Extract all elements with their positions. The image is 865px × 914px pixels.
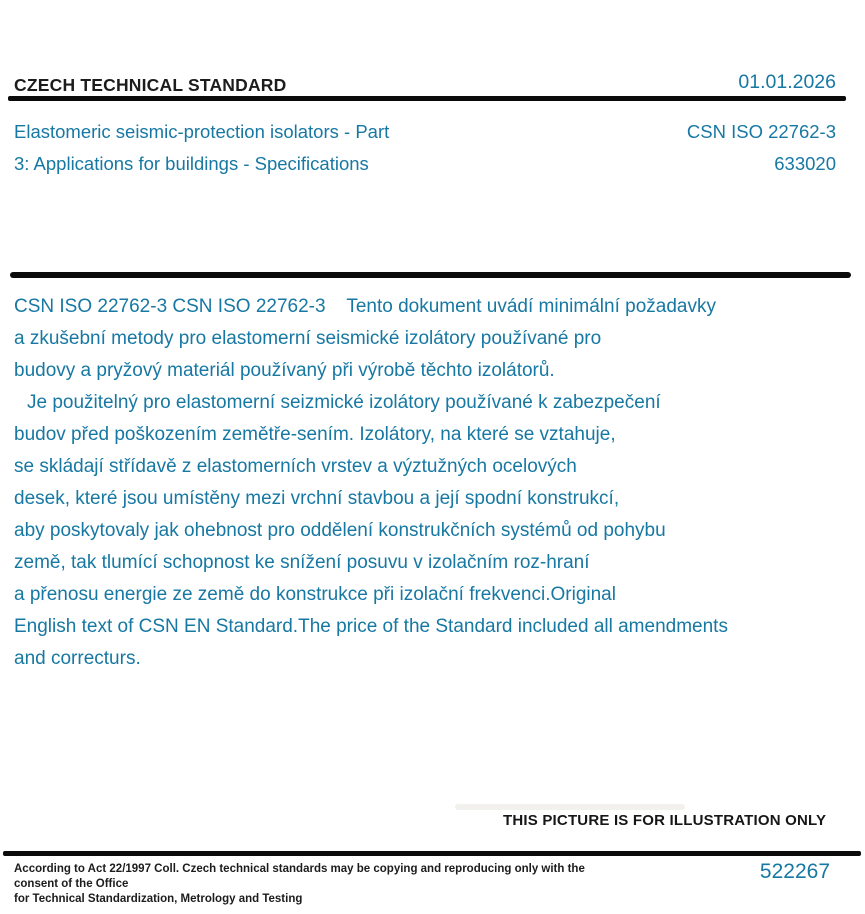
abstract-line: se skládají střídavě z elastomerních vrstev a výztužných ocelových (14, 456, 577, 477)
standard-title-line1: Elastomeric seismic-protection isolators - Part (14, 121, 390, 142)
standard-code: CSN ISO 22762-3 (686, 121, 836, 142)
abstract-line: a zkušební metody pro elastomerní seismické izolátory používané pro (14, 328, 602, 349)
abstract-line: desek, které jsou umístěny mezi vrchní stavbou a její spodní konstrukcí, (14, 488, 620, 509)
legal-notice-line2: for Technical Standardization, Metrology and Testing (14, 893, 303, 905)
illustration-disclaimer: THIS PICTURE IS FOR ILLUSTRATION ONLY (503, 812, 827, 829)
footer-rule (3, 851, 861, 856)
abstract-line: and correcturs. (14, 648, 141, 669)
abstract-line: země, tak tlumící schopnost ke snížení posuvu v izolačním roz-hraní (14, 552, 590, 573)
legal-notice (14, 862, 614, 907)
standard-title-line2: 3: Applications for buildings - Specifications (14, 153, 369, 174)
abstract-line: a přenosu energie ze země do konstrukce při izolační frekvenci.Original (14, 584, 616, 605)
abstract-line: aby poskytovaly jak ohebnost pro oddělení konstrukčních systémů od pohybu (14, 520, 666, 541)
watermark-smudge (455, 804, 685, 810)
header-rule (8, 96, 846, 101)
abstract-line: budov před poškozením zemětře-sením. Izolátory, na které se vztahuje, (14, 424, 616, 445)
abstract-line: English text of CSN EN Standard.The price of the Standard included all amendments (14, 616, 728, 637)
main-divider-rule (10, 272, 851, 278)
standard-type-label: CZECH TECHNICAL STANDARD (14, 75, 287, 95)
abstract-line: budovy a pryžový materiál používaný při výrobě těchto izolátorů. (14, 360, 555, 381)
order-number: 522267 (759, 860, 830, 883)
legal-notice-line1: According to Act 22/1997 Coll. Czech technical standards may be copying and reproducing only with the consent of the Office (14, 863, 585, 890)
class-number: 633020 (774, 153, 836, 174)
effective-date: 01.01.2026 (738, 71, 836, 93)
abstract-line: CSN ISO 22762-3 CSN ISO 22762-3 Tento dokument uvádí minimální požadavky (14, 296, 716, 317)
abstract-text (14, 291, 728, 675)
standard-title (14, 116, 389, 180)
standard-codes (687, 116, 836, 180)
abstract-line: Je použitelný pro elastomerní seizmické izolátory používané k zabezpečení (27, 392, 661, 413)
